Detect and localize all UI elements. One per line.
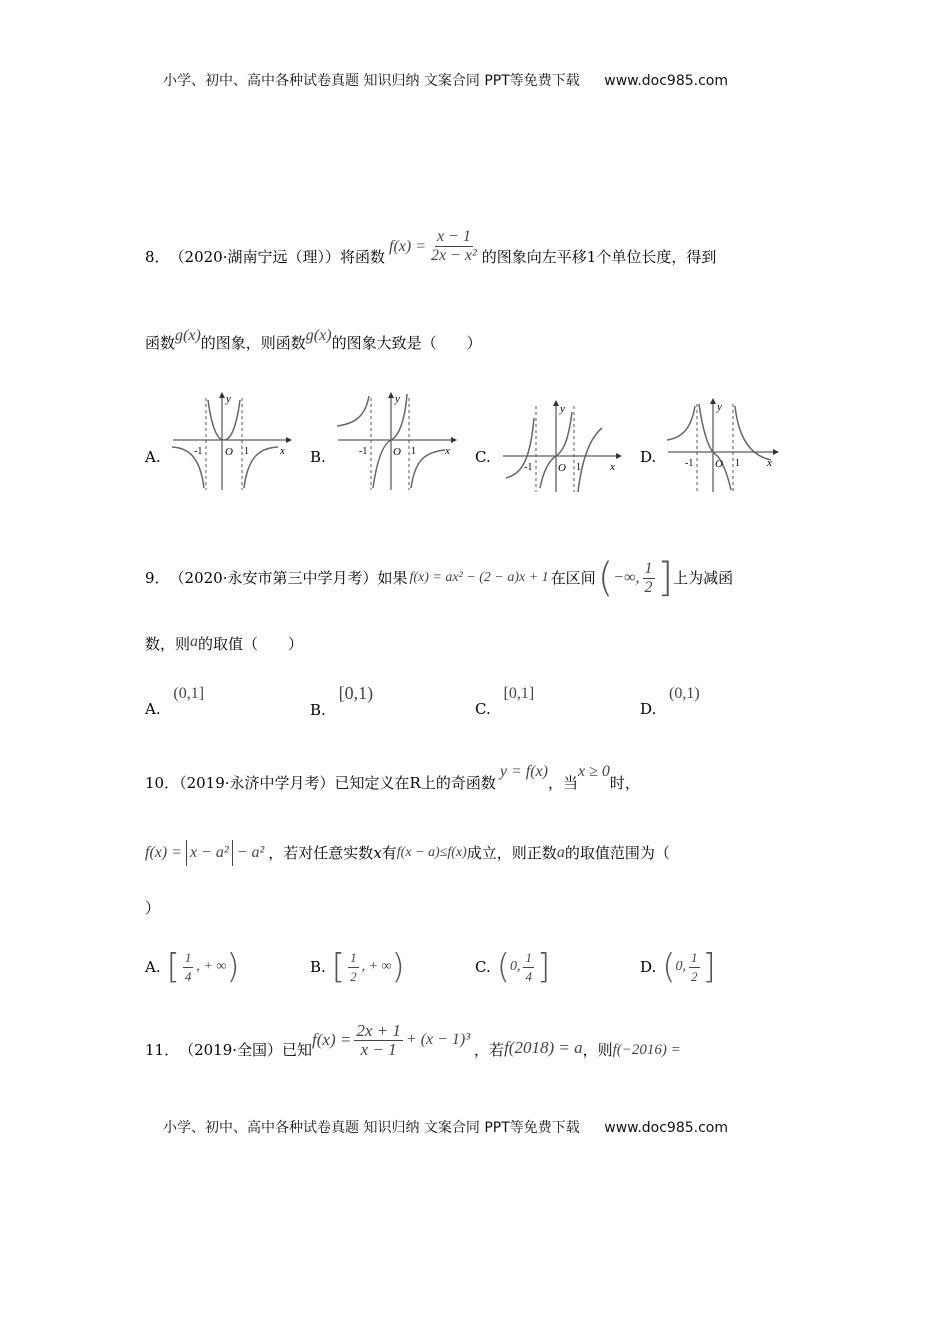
q8d-one-label: 1 bbox=[735, 458, 740, 469]
q10-option-b[interactable] bbox=[310, 945, 405, 989]
q10-yfx: y = f(x) bbox=[499, 763, 548, 780]
q10-d-paren-left: ( bbox=[662, 947, 676, 987]
q10-option-a[interactable] bbox=[145, 945, 240, 989]
header-url[interactable]: www.doc985.com bbox=[604, 73, 728, 89]
q8d-neg1-label: -1 bbox=[685, 458, 694, 469]
q10-a-fraction bbox=[183, 949, 194, 986]
q10-line1 bbox=[145, 763, 640, 794]
q10-when-post: 时， bbox=[609, 774, 640, 792]
q9-option-a-value: (0,1] bbox=[173, 685, 205, 702]
q9-option-c-label: C. bbox=[475, 700, 491, 718]
footer-text: 小学、初中、高中各种试卷真题 知识归纳 文案合同 PPT等免费下载 bbox=[163, 1120, 580, 1136]
q9-interval-left: −∞, bbox=[613, 569, 640, 586]
q8-graph-d bbox=[663, 396, 788, 494]
q8b-y-label: y bbox=[395, 393, 400, 405]
q10-option-b-label: B. bbox=[310, 958, 326, 976]
q10-number: 10． bbox=[145, 774, 180, 792]
q9-post: 上为减函 bbox=[673, 569, 734, 587]
q8c-y-label: y bbox=[560, 403, 565, 415]
q9-option-d-value: (0,1) bbox=[669, 685, 700, 702]
q10-var-x: x bbox=[373, 844, 382, 862]
q10-option-d[interactable] bbox=[640, 945, 716, 989]
page-footer bbox=[163, 1117, 728, 1137]
q10-a-bracket-left: [ bbox=[166, 947, 180, 987]
q9-option-b-label: B. bbox=[310, 701, 326, 719]
q8-option-b-label: B. bbox=[310, 448, 326, 466]
q9-option-a-label: A. bbox=[145, 700, 161, 718]
q10-mid2: 成立，则正数 bbox=[466, 844, 557, 862]
q11-number: 11． bbox=[145, 1041, 180, 1059]
q8-graph-c bbox=[498, 398, 623, 494]
q9-line2 bbox=[145, 634, 303, 655]
q8-func-fraction bbox=[429, 228, 479, 265]
q10-option-a-label: A. bbox=[145, 958, 161, 976]
q10-d-bracket-right: ] bbox=[702, 947, 716, 987]
q8b-x-label: x bbox=[445, 445, 450, 457]
q9-mid: 在区间 bbox=[550, 569, 596, 587]
q10-c-bracket-right: ] bbox=[536, 947, 551, 987]
q8a-y-label: y bbox=[226, 393, 231, 405]
q9-source: （2020·永安市第三中学月考）如果 bbox=[169, 569, 408, 587]
q8c-neg1-label: -1 bbox=[524, 462, 533, 473]
q8a-origin-label: O bbox=[225, 446, 233, 458]
q11-mid2: ，则 bbox=[582, 1041, 613, 1059]
q11-num-expr: 2x + 1 bbox=[356, 1020, 401, 1040]
q9-line1 bbox=[145, 548, 733, 608]
q10-b-num: 1 bbox=[348, 949, 359, 968]
q11-mid: ，若 bbox=[474, 1041, 505, 1059]
q10-tail: 的取值范围为（ bbox=[564, 844, 670, 862]
q8-func-lhs: f(x) = bbox=[389, 237, 426, 255]
q10-source: （2019·永济中学月考）已知定义在R上的奇函数 bbox=[179, 774, 496, 792]
q11-source: （2019·全国）已知 bbox=[179, 1041, 313, 1059]
q8b-neg1-label: -1 bbox=[359, 446, 368, 457]
q10-ineq: f(x − a)≤f(x) bbox=[396, 845, 467, 860]
q10-comma-when: ，当 bbox=[547, 774, 578, 792]
q10-c-paren-left: ( bbox=[496, 947, 510, 987]
q8c-one-label: 1 bbox=[576, 462, 581, 473]
q8-line2 bbox=[145, 327, 482, 354]
q9-option-d[interactable] bbox=[640, 683, 700, 718]
q9-var-a: a bbox=[190, 633, 199, 650]
q10-abs-inner: x − a² bbox=[190, 844, 229, 861]
q9-func: f(x) = ax² − (2 − a)x + 1 bbox=[409, 570, 549, 585]
q8-line2-post: 的图象大致是（ ） bbox=[331, 334, 482, 352]
q9-line2-post: 的取值（ ） bbox=[198, 635, 304, 653]
q10-a-num: 1 bbox=[183, 949, 194, 968]
q9-option-c-value: [0,1] bbox=[503, 685, 535, 702]
q9-option-a[interactable] bbox=[145, 683, 205, 718]
q8-option-d-label: D. bbox=[640, 448, 657, 466]
q10-cond: x ≥ 0 bbox=[577, 763, 610, 780]
q8-text-after: 的图象向左平移1个单位长度，得到 bbox=[481, 247, 717, 266]
q8-source: （2020·湖南宁远（理））将函数 bbox=[169, 247, 385, 266]
header-text: 小学、初中、高中各种试卷真题 知识归纳 文案合同 PPT等免费下载 bbox=[163, 73, 580, 89]
q8-line2-mid: 的图象，则函数 bbox=[200, 334, 306, 352]
q8-option-a-label: A. bbox=[145, 448, 161, 466]
q10-var-a: a bbox=[556, 844, 565, 861]
q8c-x-label: x bbox=[610, 461, 615, 473]
q9-option-d-label: D. bbox=[640, 700, 657, 718]
q8-line1 bbox=[145, 228, 717, 275]
q10-a-rest: , + ∞ bbox=[196, 959, 227, 974]
q10-b-rest: , + ∞ bbox=[361, 959, 392, 974]
q8b-origin-label: O bbox=[393, 446, 401, 458]
q8-func-denominator: 2x − x² bbox=[431, 247, 477, 264]
q10-a-den: 4 bbox=[184, 968, 192, 984]
q9-paren-left: ( bbox=[597, 555, 614, 601]
q10-c-fraction bbox=[523, 949, 534, 986]
page-header bbox=[163, 70, 728, 90]
q10-has: 有 bbox=[381, 844, 397, 862]
q11-tail-expr: + (x − 1)³ bbox=[405, 1031, 471, 1048]
q9-frac-den: 2 bbox=[644, 578, 653, 596]
q10-c-num: 1 bbox=[523, 949, 534, 968]
q8d-x-label: x bbox=[767, 457, 772, 469]
q10-close: ） bbox=[145, 899, 161, 917]
q8d-y-label: y bbox=[717, 401, 722, 413]
q8-graph-b bbox=[333, 390, 458, 492]
q11-line1 bbox=[145, 1020, 681, 1080]
q9-interval-fraction bbox=[643, 560, 655, 597]
q10-fx-def-tail: − a² bbox=[236, 844, 265, 861]
q8b-one-label: 1 bbox=[411, 446, 416, 457]
q8a-one-label: 1 bbox=[244, 446, 249, 457]
q10-a-paren-right: ) bbox=[226, 947, 240, 987]
q8-func-numerator: x − 1 bbox=[436, 228, 471, 245]
q10-option-c[interactable] bbox=[475, 945, 550, 989]
q10-c-den: 4 bbox=[525, 968, 532, 984]
q10-b-bracket-left: [ bbox=[331, 947, 346, 987]
footer-url[interactable]: www.doc985.com bbox=[604, 1120, 728, 1136]
q9-option-b-value: [0,1) bbox=[338, 683, 374, 703]
q8-gx-1: g(x) bbox=[175, 327, 201, 344]
q11-ask: f(−2016) = bbox=[612, 1042, 681, 1058]
q10-b-paren-right: ) bbox=[391, 947, 405, 987]
q10-d-num: 1 bbox=[689, 949, 700, 968]
q10-option-d-label: D. bbox=[640, 958, 657, 976]
q9-option-c[interactable] bbox=[475, 683, 535, 718]
q8-line2-pre: 函数 bbox=[145, 334, 176, 352]
q11-cond: f(2018) = a bbox=[504, 1038, 583, 1057]
q10-b-den: 2 bbox=[350, 968, 357, 984]
q10-fx-def-lhs: f(x) = bbox=[145, 844, 182, 861]
q10-option-c-label: C. bbox=[475, 958, 491, 976]
q8-gx-2: g(x) bbox=[305, 327, 332, 344]
q8c-origin-label: O bbox=[558, 462, 566, 474]
q9-number: 9． bbox=[145, 569, 170, 587]
q11-lhs: f(x) = bbox=[312, 1030, 352, 1049]
q8d-origin-label: O bbox=[715, 458, 723, 470]
q9-option-b[interactable] bbox=[310, 683, 374, 719]
q11-den-expr: x − 1 bbox=[360, 1039, 397, 1059]
q8a-neg1-label: -1 bbox=[194, 446, 203, 457]
q8-number: 8． bbox=[145, 247, 170, 266]
q11-fraction bbox=[354, 1022, 403, 1059]
q10-abs-expr bbox=[186, 840, 233, 866]
q10-d-pre: 0, bbox=[675, 959, 687, 974]
q10-c-pre: 0, bbox=[509, 959, 521, 974]
q9-bracket-right: ] bbox=[657, 555, 674, 601]
q8-option-c-label: C. bbox=[475, 448, 491, 466]
q10-line2 bbox=[145, 838, 670, 868]
q9-line2-text: 数，则 bbox=[145, 635, 191, 653]
q10-mid: ，若对任意实数 bbox=[268, 844, 374, 862]
q8a-x-label: x bbox=[280, 445, 285, 457]
q10-d-den: 2 bbox=[691, 968, 698, 984]
q10-b-fraction bbox=[348, 949, 359, 986]
q9-frac-num: 1 bbox=[644, 559, 653, 577]
q8-graph-a bbox=[168, 390, 293, 492]
q10-d-fraction bbox=[689, 949, 700, 986]
